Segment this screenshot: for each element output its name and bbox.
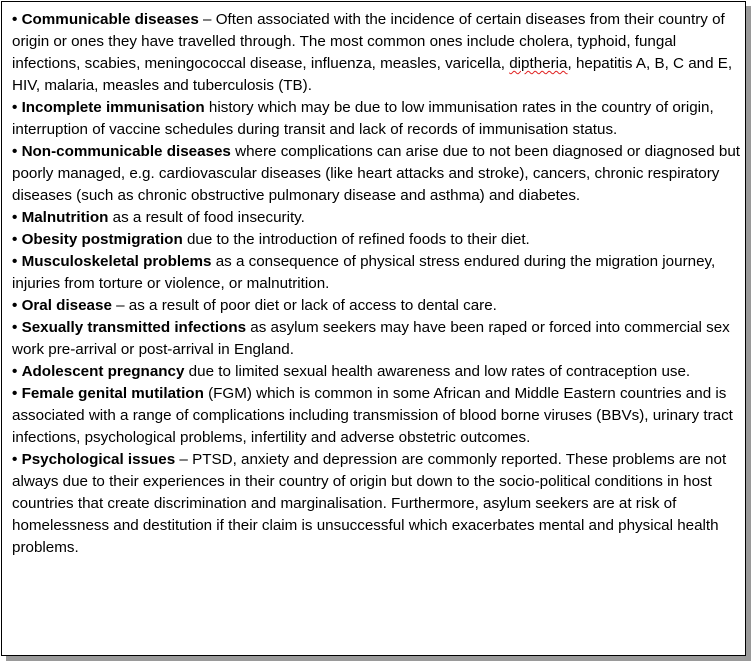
item-text: as a result of food insecurity.: [108, 209, 305, 226]
bullet-icon: •: [12, 319, 18, 336]
item-term: Female genital mutilation: [21, 385, 204, 402]
bullet-icon: •: [12, 99, 18, 116]
item-term: Adolescent pregnancy: [21, 363, 185, 380]
item-text: – Often associated with the incidence of certain diseases from their country of origin or ones they have travelled through. The most common ones include cholera, typhoid, fungal infections, scabies, meningococcal disease, influenza, measles, varicella,: [12, 11, 725, 72]
bullet-icon: •: [12, 11, 18, 28]
item-term: Sexually transmitted infections: [21, 319, 247, 336]
bullet-icon: •: [12, 385, 18, 402]
item-text: as asylum seekers may have been raped or forced into commercial sex work pre-arrival or post-arrival in England.: [12, 319, 730, 358]
list-item-communicable-diseases: [12, 9, 740, 97]
list-item-sexually-transmitted-infections: [12, 317, 740, 361]
list-item-female-genital-mutilation: [12, 383, 740, 449]
item-text: due to the introduction of refined foods to their diet.: [182, 231, 530, 248]
item-term: Obesity postmigration: [21, 231, 183, 248]
health-issues-list: [12, 9, 740, 559]
list-item-obesity-postmigration: [12, 229, 740, 251]
item-text: as a consequence of physical stress endured during the migration journey, injuries from torture or violence, or malnutrition.: [12, 253, 716, 292]
spelling-flagged-word[interactable]: diptheria: [509, 55, 568, 72]
item-term: Musculoskeletal problems: [21, 253, 212, 270]
bullet-icon: •: [12, 231, 18, 248]
list-item-psychological-issues: [12, 449, 740, 559]
list-item-non-communicable-diseases: [12, 141, 740, 207]
list-item-incomplete-immunisation: [12, 97, 740, 141]
item-term: Malnutrition: [21, 209, 109, 226]
item-text: – PTSD, anxiety and depression are commonly reported. These problems are not always due to their experiences in their country of origin but down to the socio-political conditions in host countries that create discrimination and marginalisation. Furthermore, asylum seekers are at risk of homelessness and destitution if their claim is unsuccessful which exacerbates mental and physical health problems.: [12, 451, 727, 556]
document-frame: [1, 1, 746, 656]
item-term: Communicable diseases: [21, 11, 199, 28]
list-item-oral-disease: [12, 295, 740, 317]
bullet-icon: •: [12, 451, 18, 468]
item-text: where complications can arise due to not been diagnosed or diagnosed but poorly managed, e.g. cardiovascular diseases (like heart attacks and stroke), cancers, chronic respiratory diseases (such as chronic obstructive pulmonary disease and asthma) and diabetes.: [12, 143, 741, 204]
item-term: Oral disease: [21, 297, 112, 314]
list-item-adolescent-pregnancy: [12, 361, 740, 383]
list-item-musculoskeletal-problems: [12, 251, 740, 295]
bullet-icon: •: [12, 209, 18, 226]
bullet-icon: •: [12, 297, 18, 314]
bullet-icon: •: [12, 253, 18, 270]
item-text: – as a result of poor diet or lack of access to dental care.: [111, 297, 497, 314]
item-term: Non-communicable diseases: [21, 143, 231, 160]
item-text: due to limited sexual health awareness and low rates of contraception use.: [184, 363, 691, 380]
item-term: Incomplete immunisation: [21, 99, 205, 116]
item-text: history which may be due to low immunisation rates in the country of origin, interruption of vaccine schedules during transit and lack of records of immunisation status.: [12, 99, 714, 138]
bullet-icon: •: [12, 363, 18, 380]
list-item-malnutrition: [12, 207, 740, 229]
item-term: Psychological issues: [21, 451, 176, 468]
bullet-icon: •: [12, 143, 18, 160]
item-text-continued: , hepatitis A, B, C and E, HIV, malaria, measles and tuberculosis (TB).: [12, 55, 733, 94]
item-text: (FGM) which is common in some African and Middle Eastern countries and is associated with a range of complications including transmission of blood borne viruses (BBVs), urinary tract infections, psychological problems, infertility and adverse obstetric outcomes.: [12, 385, 733, 446]
